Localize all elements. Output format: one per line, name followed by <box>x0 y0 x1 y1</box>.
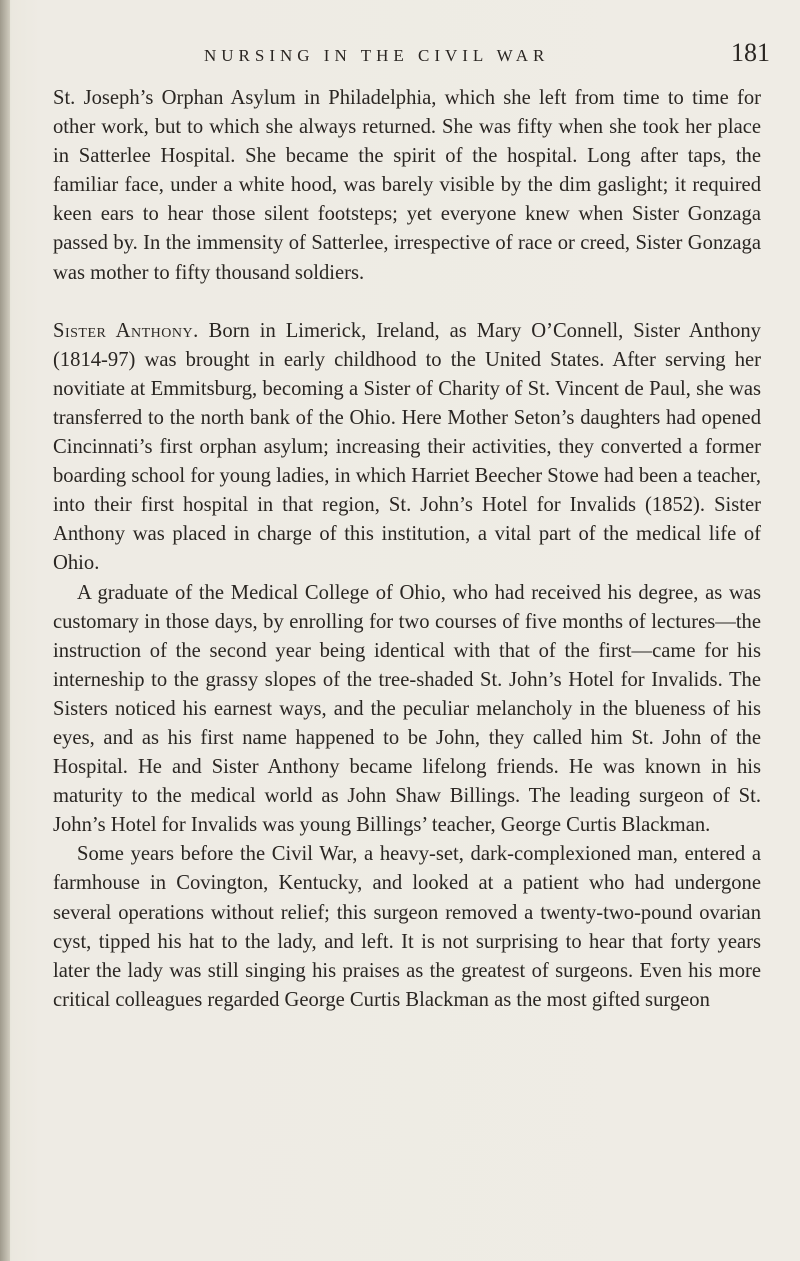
paragraph-gonzaga: St. Joseph’s Orphan Asylum in Philadelphia, which she left from time to time for other work, but to which she always returned. She was fifty when she took her place in Satterlee Hospital. She became the spirit of the hospital. Long after taps, the familiar face, under a white hood, was barely visible by the dim gaslight; it required keen ears to hear those silent footsteps; yet everyone knew when Sister Gonzaga passed by. In the immensity of Satterlee, irrespective of race or creed, Sister Gonzaga was mother to fifty thousand soldiers. <box>53 87 761 284</box>
entry-heading: Sister Anthony. <box>53 319 199 342</box>
paragraph-blackman: Some years before the Civil War, a heavy-set, dark-complexioned man, entered a farmhouse in Covington, Kentucky, and looked at a patient who had undergone several operations without relief; this surgeon removed a twenty-two-pound ovarian cyst, tipped his hat to the lady, and left. It is not surprising to hear that forty years later the lady was still singing his praises as the greatest of surgeons. Even his more critical colleagues regarded George Curtis Blackman as the most gifted surgeon <box>53 843 761 1011</box>
running-title: NURSING IN THE CIVIL WAR <box>204 46 550 65</box>
paragraph-billings: A graduate of the Medical College of Ohio, who had received his degree, as was customary in those days, by enrolling for two courses of five months of lectures—the instruction of the second year being identical with that of the first—came for his interneship to the grassy slopes of the tree-shaded St. John’s Hotel for Invalids. The Sisters noticed his earnest ways, and the peculiar melancholy in the blueness of his eyes, and as his first name happened to be John, they called him St. John of the Hospital. He and Sister Anthony became lifelong friends. He was known in his maturity to the medical world as John Shaw Billings. The leading surgeon of St. John’s Hotel for Invalids was young Billings’ teacher, George Curtis Blackman. <box>53 581 761 837</box>
paragraph-anthony <box>53 317 761 579</box>
running-head <box>180 38 770 68</box>
page-number: 181 <box>731 38 770 67</box>
book-spine-shadow <box>0 0 10 1261</box>
body-text <box>53 84 761 1015</box>
paragraph-anthony-text: Born in Limerick, Ireland, as Mary O’Connell, Sister Anthony (1814-97) was brought in early childhood to the United States. After serving her novitiate at Emmitsburg, becoming a Sister of Charity of St. Vincent de Paul, she was transferred to the north bank of the Ohio. Here Mother Seton’s daughters had opened Cincinnati’s first orphan asylum; increasing their activities, they converted a former boarding school for young ladies, in which Harriet Beecher Stowe had been a teacher, into their first hospital in that region, St. John’s Hotel for Invalids (1852). Sister Anthony was placed in charge of this institution, a vital part of the medical life of Ohio. <box>53 319 761 575</box>
